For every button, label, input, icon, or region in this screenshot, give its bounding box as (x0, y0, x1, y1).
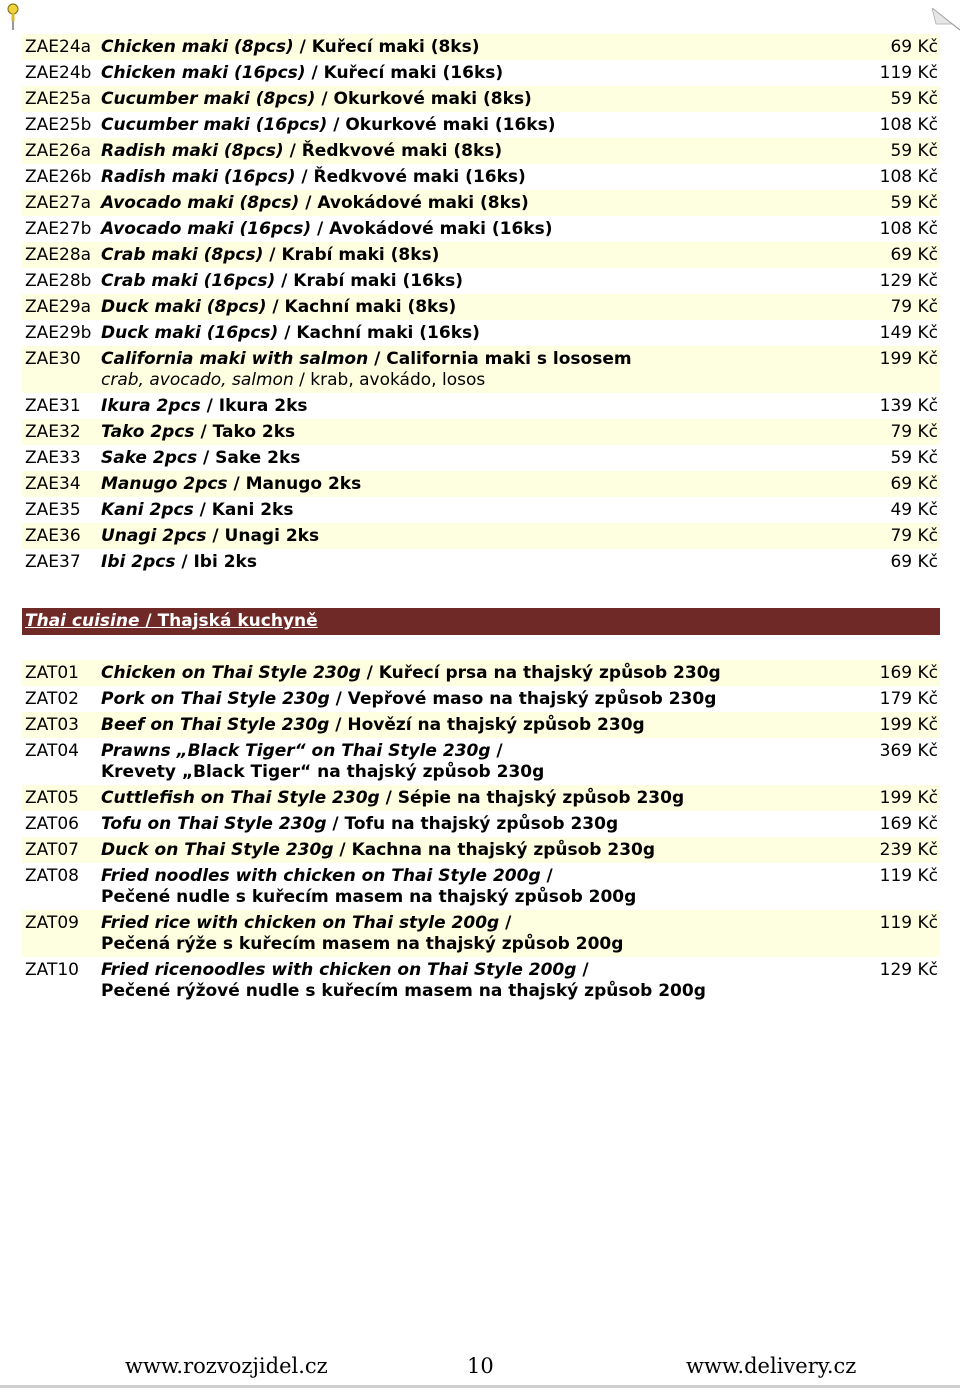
section-header-thai: Thai cuisine / Thajská kuchyně (22, 608, 940, 635)
item-name-en: Fried ricenoodles with chicken on Thai Style 200g (101, 960, 577, 980)
item-name-cz: Krabí maki (8ks) (281, 245, 440, 265)
item-name-cz: Pečené nudle s kuřecím masem na thajský způsob 200g (101, 887, 637, 907)
item-name-cz: Ibi 2ks (193, 552, 257, 572)
item-name-en: Crab maki (8pcs) (101, 245, 264, 265)
item-name-en: Tako 2pcs (101, 422, 195, 442)
item-price: 79 Kč (890, 422, 938, 442)
item-description: Avocado maki (16pcs) / Avokádové maki (16ks) (101, 219, 553, 239)
ingredients-cz: krab, avokádo, losos (310, 370, 486, 390)
item-name-en: Sake 2pcs (101, 448, 198, 468)
item-code: ZAE27b (25, 219, 92, 239)
item-price: 169 Kč (879, 814, 938, 834)
item-code: ZAT04 (25, 741, 79, 761)
menu-item (22, 138, 940, 164)
item-code: ZAE29a (25, 297, 92, 317)
item-name-en: Duck maki (8pcs) (101, 297, 267, 317)
item-code: ZAE27a (25, 193, 92, 213)
item-code: ZAE30 (25, 349, 81, 369)
item-description: California maki with salmon / California maki s lososem crab, avocado, salmon / krab, avokádo, losos (101, 349, 828, 391)
menu-item (22, 660, 940, 686)
item-name-cz: Avokádové maki (8ks) (317, 193, 529, 213)
item-price: 199 Kč (879, 788, 938, 808)
item-description: Unagi 2pcs / Unagi 2ks (101, 526, 320, 546)
item-name-en: Avocado maki (16pcs) (101, 219, 312, 239)
menu-item (22, 190, 940, 216)
item-name-cz: Kachní maki (16ks) (296, 323, 480, 343)
item-price: 69 Kč (890, 474, 938, 494)
item-name-en: Fried rice with chicken on Thai style 200g (101, 913, 500, 933)
menu-item (22, 523, 940, 549)
item-name-cz: Sake 2ks (215, 448, 301, 468)
item-name-cz: Ikura 2ks (218, 396, 308, 416)
item-description: Fried ricenoodles with chicken on Thai Style 200g / Pečené rýžové nudle s kuřecím masem na thajský způsob 200g (101, 960, 706, 1001)
menu-item (22, 60, 940, 86)
menu-item (22, 910, 940, 957)
item-name-en: Cucumber maki (8pcs) (101, 89, 316, 109)
item-name-cz: Avokádové maki (16ks) (329, 219, 553, 239)
menu-item (22, 738, 940, 785)
item-description: Cucumber maki (8pcs) / Okurkové maki (8ks) (101, 89, 532, 109)
item-name-en: Duck on Thai Style 230g (101, 840, 334, 860)
thai-menu-list (22, 660, 940, 1004)
item-name-en: Fried noodles with chicken on Thai Style 200g (101, 866, 541, 886)
menu-item (22, 393, 940, 419)
item-description: Kani 2pcs / Kani 2ks (101, 500, 294, 520)
item-code: ZAT09 (25, 913, 79, 933)
item-price: 149 Kč (879, 323, 938, 343)
item-code: ZAE37 (25, 552, 81, 572)
item-description: Pork on Thai Style 230g / Vepřové maso na thajský způsob 230g (101, 689, 717, 709)
menu-item (22, 445, 940, 471)
item-price: 59 Kč (890, 448, 938, 468)
item-description: Tako 2pcs / Tako 2ks (101, 422, 296, 442)
item-price: 129 Kč (879, 960, 938, 980)
item-code: ZAE24a (25, 37, 92, 57)
item-price: 199 Kč (879, 715, 938, 735)
item-price: 119 Kč (879, 866, 938, 886)
item-name-en: Cucumber maki (16pcs) (101, 115, 328, 135)
sushi-menu-list (22, 34, 940, 575)
item-name-en: Cuttlefish on Thai Style 230g (101, 788, 380, 808)
menu-item (22, 863, 940, 910)
item-price: 179 Kč (879, 689, 938, 709)
menu-item (22, 497, 940, 523)
item-price: 79 Kč (890, 526, 938, 546)
item-name-en: Chicken maki (8pcs) (101, 37, 294, 57)
footer-url-left[interactable]: www.rozvozjidel.cz (125, 1354, 328, 1378)
item-description: Cucumber maki (16pcs) / Okurkové maki (16ks) (101, 115, 556, 135)
item-price: 369 Kč (879, 741, 938, 761)
item-description: Crab maki (8pcs) / Krabí maki (8ks) (101, 245, 440, 265)
item-name-en: Pork on Thai Style 230g (101, 689, 330, 709)
item-name-en: Chicken maki (16pcs) (101, 63, 306, 83)
item-name-cz: Okurkové maki (8ks) (333, 89, 532, 109)
item-name-cz: Okurkové maki (16ks) (345, 115, 556, 135)
item-price: 108 Kč (879, 219, 938, 239)
item-code: ZAT06 (25, 814, 79, 834)
item-name-en: Unagi 2pcs (101, 526, 207, 546)
item-price: 239 Kč (879, 840, 938, 860)
item-code: ZAE28a (25, 245, 92, 265)
menu-item (22, 811, 940, 837)
item-name-en: Duck maki (16pcs) (101, 323, 279, 343)
item-description: Duck maki (16pcs) / Kachní maki (16ks) (101, 323, 480, 343)
item-description: Ibi 2pcs / Ibi 2ks (101, 552, 257, 572)
item-name-cz: Krabí maki (16ks) (293, 271, 464, 291)
item-name-en: Tofu on Thai Style 230g (101, 814, 327, 834)
item-price: 129 Kč (879, 271, 938, 291)
item-description: Sake 2pcs / Sake 2ks (101, 448, 301, 468)
page-number: 10 (467, 1354, 494, 1378)
item-code: ZAE26b (25, 167, 92, 187)
item-name-cz: Kuřecí maki (16ks) (323, 63, 504, 83)
item-price: 108 Kč (879, 167, 938, 187)
item-name-cz: Pečené rýžové nudle s kuřecím masem na thajský způsob 200g (101, 981, 706, 1001)
item-code: ZAE31 (25, 396, 81, 416)
item-description: Manugo 2pcs / Manugo 2ks (101, 474, 362, 494)
menu-item (22, 164, 940, 190)
item-code: ZAE33 (25, 448, 81, 468)
item-code: ZAT08 (25, 866, 79, 886)
section-title-cz: Thajská kuchyně (157, 611, 318, 631)
menu-item (22, 320, 940, 346)
item-price: 119 Kč (879, 913, 938, 933)
item-name-en: California maki with salmon (101, 349, 369, 369)
item-description: Duck on Thai Style 230g / Kachna na thajský způsob 230g (101, 840, 656, 860)
ingredients-en: crab, avocado, salmon (101, 370, 294, 390)
menu-item (22, 471, 940, 497)
item-code: ZAE32 (25, 422, 81, 442)
item-description: Chicken maki (16pcs) / Kuřecí maki (16ks) (101, 63, 504, 83)
item-description: Radish maki (16pcs) / Ředkvové maki (16ks) (101, 167, 526, 187)
item-price: 69 Kč (890, 37, 938, 57)
item-name-cz: Ředkvové maki (8ks) (301, 141, 503, 161)
item-code: ZAT10 (25, 960, 79, 980)
item-name-en: Chicken on Thai Style 230g (101, 663, 361, 683)
item-description: Radish maki (8pcs) / Ředkvové maki (8ks) (101, 141, 503, 161)
item-code: ZAE25a (25, 89, 92, 109)
pushpin-icon (3, 2, 23, 32)
item-name-en: Radish maki (16pcs) (101, 167, 296, 187)
item-price: 139 Kč (879, 396, 938, 416)
item-price: 59 Kč (890, 193, 938, 213)
item-description: Crab maki (16pcs) / Krabí maki (16ks) (101, 271, 464, 291)
item-name-en: Beef on Thai Style 230g (101, 715, 330, 735)
item-name-cz: Tofu na thajský způsob 230g (344, 814, 619, 834)
item-name-cz: Hovězí na thajský způsob 230g (347, 715, 645, 735)
menu-item (22, 242, 940, 268)
item-description: Fried rice with chicken on Thai style 200g / Pečená rýže s kuřecím masem na thajský způsob 200g (101, 913, 624, 954)
item-name-en: Avocado maki (8pcs) (101, 193, 300, 213)
item-name-en: Prawns „Black Tiger“ on Thai Style 230g (101, 741, 491, 761)
item-code: ZAE34 (25, 474, 81, 494)
item-price: 108 Kč (879, 115, 938, 135)
item-name-cz: Kachní maki (8ks) (284, 297, 457, 317)
item-code: ZAE24b (25, 63, 92, 83)
menu-item (22, 785, 940, 811)
item-price: 49 Kč (890, 500, 938, 520)
menu-item (22, 837, 940, 863)
item-code: ZAT07 (25, 840, 79, 860)
item-code: ZAE25b (25, 115, 92, 135)
menu-item (22, 112, 940, 138)
item-code: ZAE36 (25, 526, 81, 546)
item-code: ZAT01 (25, 663, 79, 683)
menu-item (22, 712, 940, 738)
item-description: Fried noodles with chicken on Thai Style 200g / Pečené nudle s kuřecím masem na thajský způsob 200g (101, 866, 637, 907)
item-name-en: Kani 2pcs (101, 500, 194, 520)
item-name-en: Crab maki (16pcs) (101, 271, 276, 291)
item-name-cz: Kuřecí prsa na thajský způsob 230g (378, 663, 721, 683)
item-description: Chicken on Thai Style 230g / Kuřecí prsa na thajský způsob 230g (101, 663, 721, 683)
menu-item (22, 216, 940, 242)
item-name-cz: Kani 2ks (211, 500, 294, 520)
item-description: Duck maki (8pcs) / Kachní maki (8ks) (101, 297, 457, 317)
item-description: Avocado maki (8pcs) / Avokádové maki (8ks) (101, 193, 529, 213)
item-code: ZAT05 (25, 788, 79, 808)
item-ingredients: crab, avocado, salmon / krab, avokádo, losos (101, 370, 486, 390)
item-name-cz: Krevety „Black Tiger“ na thajský způsob 230g (101, 762, 545, 782)
section-title-en: Thai cuisine (25, 611, 140, 631)
item-price: 59 Kč (890, 141, 938, 161)
item-name-en: Ibi 2pcs (101, 552, 176, 572)
page-bottom-border (0, 1385, 960, 1388)
item-name-cz: Vepřové maso na thajský způsob 230g (347, 689, 717, 709)
item-description: Cuttlefish on Thai Style 230g / Sépie na thajský způsob 230g (101, 788, 685, 808)
item-description: Tofu on Thai Style 230g / Tofu na thajský způsob 230g (101, 814, 619, 834)
item-price: 79 Kč (890, 297, 938, 317)
item-code: ZAE35 (25, 500, 81, 520)
item-code: ZAE29b (25, 323, 92, 343)
item-name-cz: Sépie na thajský způsob 230g (397, 788, 685, 808)
menu-item (22, 419, 940, 445)
item-code: ZAT02 (25, 689, 79, 709)
item-code: ZAE26a (25, 141, 92, 161)
item-price: 169 Kč (879, 663, 938, 683)
item-description: Ikura 2pcs / Ikura 2ks (101, 396, 308, 416)
item-description: Prawns „Black Tiger“ on Thai Style 230g / Krevety „Black Tiger“ na thajský způsob 230g (101, 741, 545, 782)
item-name-cz: Manugo 2ks (245, 474, 362, 494)
item-name-cz: Unagi 2ks (224, 526, 320, 546)
item-description: Beef on Thai Style 230g / Hovězí na thajský způsob 230g (101, 715, 645, 735)
menu-item (22, 34, 940, 60)
item-name-cz: Tako 2ks (212, 422, 296, 442)
item-price: 69 Kč (890, 552, 938, 572)
menu-item (22, 346, 940, 393)
item-name-en: Radish maki (8pcs) (101, 141, 284, 161)
item-name-en: Manugo 2pcs (101, 474, 228, 494)
menu-item (22, 294, 940, 320)
item-name-cz: Ředkvové maki (16ks) (313, 167, 526, 187)
item-code: ZAT03 (25, 715, 79, 735)
menu-item (22, 86, 940, 112)
page-fold-icon (932, 8, 960, 36)
menu-item (22, 549, 940, 575)
item-price: 199 Kč (879, 349, 938, 369)
item-name-cz: Kachna na thajský způsob 230g (351, 840, 656, 860)
item-code: ZAE28b (25, 271, 92, 291)
item-price: 69 Kč (890, 245, 938, 265)
footer-url-right[interactable]: www.delivery.cz (686, 1354, 857, 1378)
menu-item (22, 957, 940, 1004)
item-price: 59 Kč (890, 89, 938, 109)
item-name-cz: Pečená rýže s kuřecím masem na thajský způsob 200g (101, 934, 624, 954)
item-name-cz: California maki s lososem (386, 349, 632, 369)
item-name-en: Ikura 2pcs (101, 396, 201, 416)
item-price: 119 Kč (879, 63, 938, 83)
menu-item (22, 268, 940, 294)
menu-item (22, 686, 940, 712)
item-name-cz: Kuřecí maki (8ks) (311, 37, 480, 57)
page-footer (0, 1354, 960, 1382)
item-description: Chicken maki (8pcs) / Kuřecí maki (8ks) (101, 37, 480, 57)
